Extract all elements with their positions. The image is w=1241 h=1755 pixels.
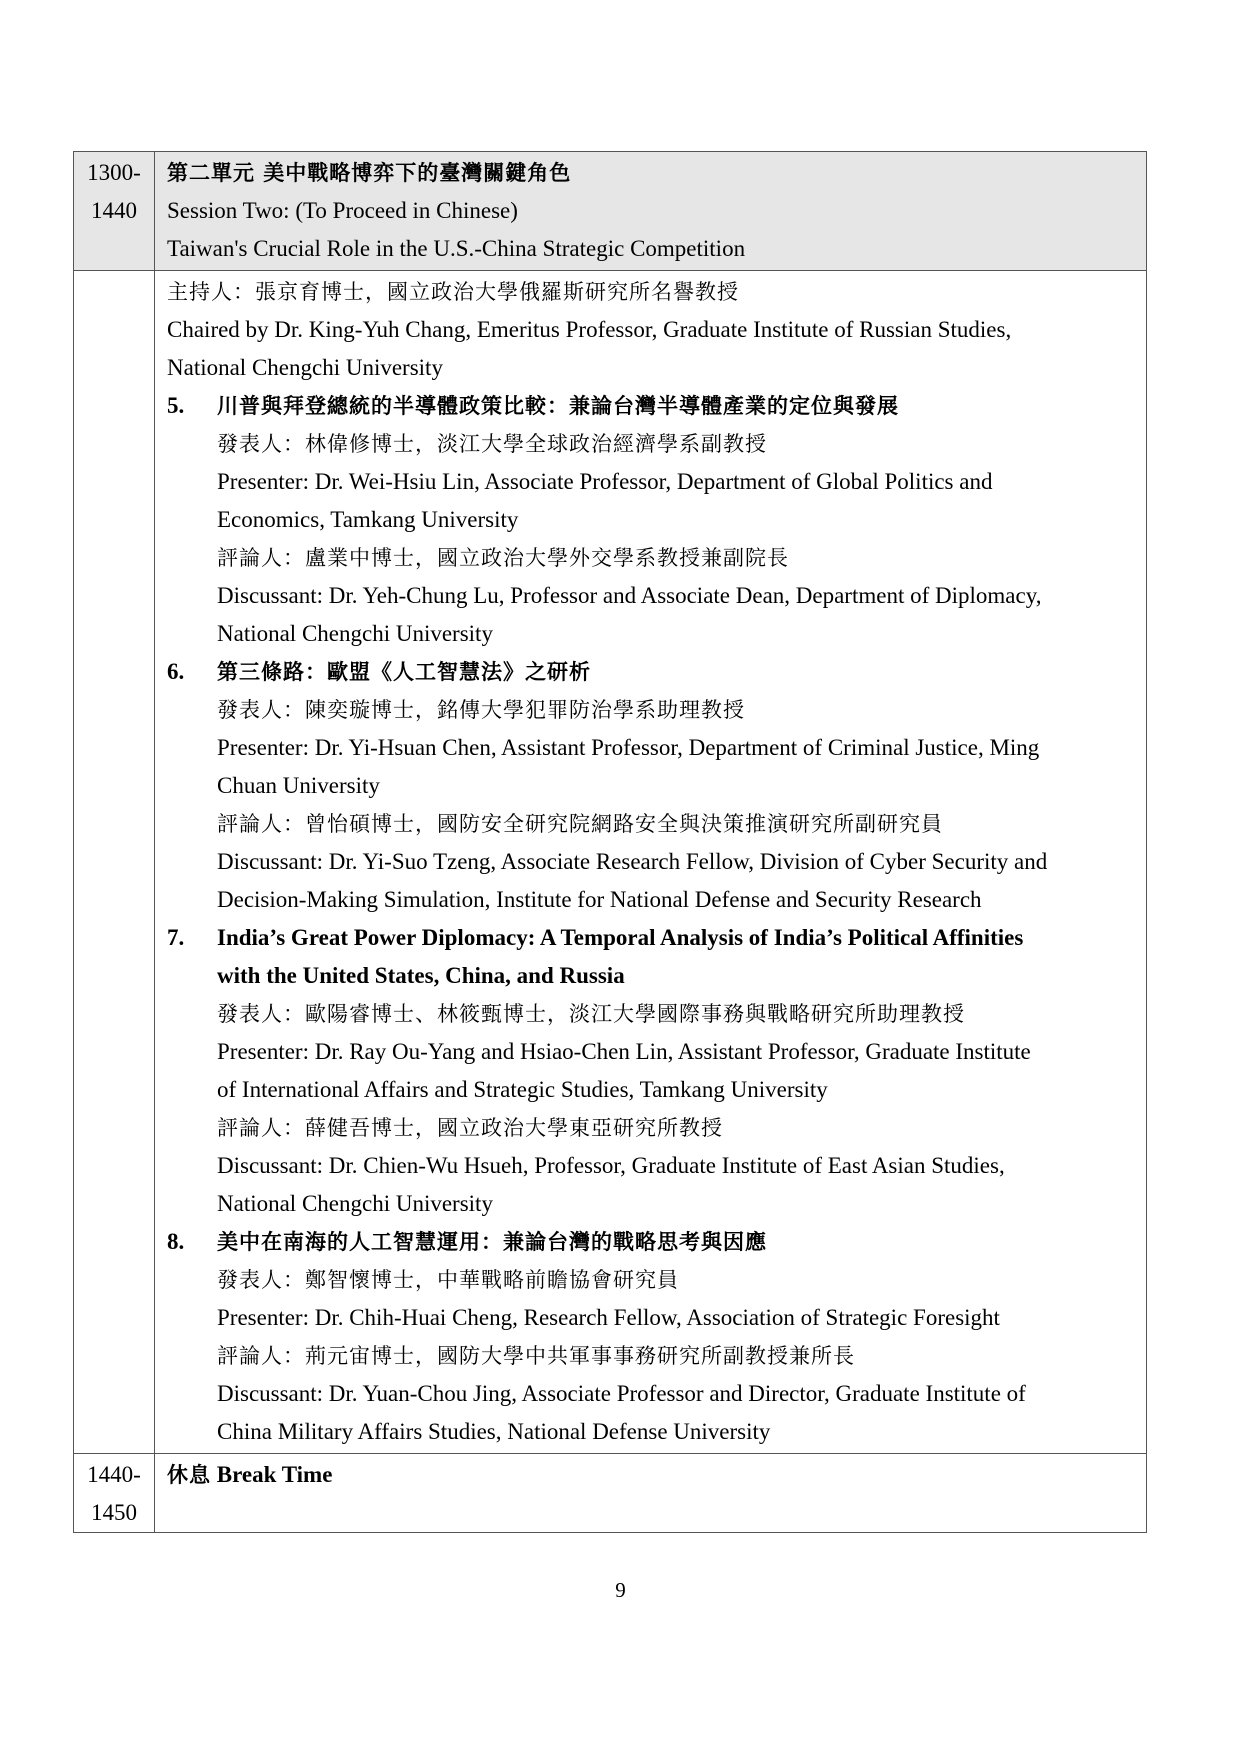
- paper-title-line: [167, 957, 1136, 995]
- break-time-end: 1450: [91, 1500, 137, 1525]
- presenter-en: Presenter: Dr. Yi-Hsuan Chen, Assistant Professor, Department of Criminal Justice, Ming: [217, 735, 1040, 760]
- session-time-end: 1440: [91, 198, 137, 223]
- paper-title-text: with the United States, China, and Russia: [217, 963, 625, 988]
- paper-item: [167, 387, 1136, 653]
- presenter-en: Presenter: Dr. Chih-Huai Cheng, Research Fellow, Association of Strategic Foresight: [217, 1305, 1000, 1330]
- presenter-en: of International Affairs and Strategic Studies, Tamkang University: [217, 1077, 828, 1102]
- session-time-cell: [74, 152, 155, 271]
- paper-title-line: [167, 387, 1136, 425]
- presenter-zh: 發表人：鄭智懷博士，中華戰略前瞻協會研究員: [217, 1268, 679, 1292]
- discussant-zh: 評論人：曾怡碩博士，國防安全研究院網路安全與決策推演研究所副研究員: [217, 812, 943, 836]
- paper-list: [167, 387, 1136, 1451]
- discussant-zh: 評論人：荊元宙博士，國防大學中共軍事事務研究所副教授兼所長: [217, 1344, 855, 1368]
- paper-title-line: [167, 1223, 1136, 1261]
- page-number: 9: [615, 1578, 626, 1602]
- paper-title-text: 第三條路：歐盟《人工智慧法》之研析: [217, 659, 591, 684]
- presenter-zh: 發表人：歐陽睿博士、林筱甄博士，淡江大學國際事務與戰略研究所助理教授: [217, 1002, 965, 1026]
- paper-title-text: 川普與拜登總統的半導體政策比較：兼論台灣半導體產業的定位與發展: [217, 393, 899, 418]
- discussant-en: Discussant: Dr. Yi-Suo Tzeng, Associate Research Fellow, Division of Cyber Security and: [217, 849, 1048, 874]
- discussant-en: National Chengchi University: [217, 1191, 493, 1216]
- paper-number: 8.: [167, 1229, 185, 1254]
- break-label-cell: [155, 1454, 1147, 1533]
- paper-item: [167, 653, 1136, 919]
- session-title-en-1: Session Two: (To Proceed in Chinese): [167, 198, 518, 223]
- presenter-en: Economics, Tamkang University: [217, 507, 519, 532]
- discussant-zh: 評論人：盧業中博士，國立政治大學外交學系教授兼副院長: [217, 546, 789, 570]
- paper-number: 7.: [167, 925, 185, 950]
- paper-number: 6.: [167, 659, 185, 684]
- discussant-en: Discussant: Dr. Chien-Wu Hsueh, Professor, Graduate Institute of East Asian Studies,: [217, 1153, 1005, 1178]
- session-title-zh: 第二單元 美中戰略博弈下的臺灣關鍵角色: [167, 160, 572, 185]
- break-label: [167, 1456, 1136, 1494]
- discussant-en: Discussant: Dr. Yeh-Chung Lu, Professor and Associate Dean, Department of Diplomacy,: [217, 583, 1042, 608]
- session-time-start: 1300-: [87, 160, 141, 185]
- break-label-en: Break Time: [216, 1462, 333, 1487]
- presenter-en: Presenter: Dr. Wei-Hsiu Lin, Associate Professor, Department of Global Politics and: [217, 469, 993, 494]
- paper-title-text: India’s Great Power Diplomacy: A Temporal Analysis of India’s Political Affinities: [217, 925, 1024, 950]
- paper-title-line: [167, 919, 1136, 957]
- paper-title-line: [167, 653, 1136, 691]
- discussant-zh: 評論人：薛健吾博士，國立政治大學東亞研究所教授: [217, 1116, 723, 1140]
- break-time-cell: [74, 1454, 155, 1533]
- paper-number: 5.: [167, 393, 185, 418]
- session-content-time-cell: [74, 271, 155, 1454]
- chair-en-1: Chaired by Dr. King-Yuh Chang, Emeritus Professor, Graduate Institute of Russian Studies,: [167, 317, 1012, 342]
- chair-zh: 主持人：張京育博士，國立政治大學俄羅斯研究所名譽教授: [167, 280, 739, 304]
- paper-title-text: 美中在南海的人工智慧運用：兼論台灣的戰略思考與因應: [217, 1229, 767, 1254]
- presenter-en: Presenter: Dr. Ray Ou-Yang and Hsiao-Chen Lin, Assistant Professor, Graduate Institute: [217, 1039, 1031, 1064]
- discussant-en: Decision-Making Simulation, Institute for National Defense and Security Research: [217, 887, 982, 912]
- discussant-en: National Chengchi University: [217, 621, 493, 646]
- discussant-en: China Military Affairs Studies, National Defense University: [217, 1419, 771, 1444]
- session-title-cell: [155, 152, 1147, 271]
- session-content-row: [74, 271, 1147, 1454]
- paper-item: [167, 919, 1136, 1223]
- discussant-en: Discussant: Dr. Yuan-Chou Jing, Associate Professor and Director, Graduate Institute of: [217, 1381, 1026, 1406]
- break-row: [74, 1454, 1147, 1533]
- session-title-en-2: Taiwan's Crucial Role in the U.S.-China Strategic Competition: [167, 236, 746, 261]
- presenter-zh: 發表人：林偉修博士，淡江大學全球政治經濟學系副教授: [217, 432, 767, 456]
- agenda-table: [73, 151, 1147, 1533]
- session-content-cell: [155, 271, 1147, 1454]
- presenter-en: Chuan University: [217, 773, 380, 798]
- break-time-start: 1440-: [87, 1462, 141, 1487]
- session-header-row: [74, 152, 1147, 271]
- break-label-zh: 休息: [167, 1462, 211, 1487]
- paper-item: [167, 1223, 1136, 1451]
- chair-en-2: National Chengchi University: [167, 355, 443, 380]
- presenter-zh: 發表人：陳奕璇博士，銘傳大學犯罪防治學系助理教授: [217, 698, 745, 722]
